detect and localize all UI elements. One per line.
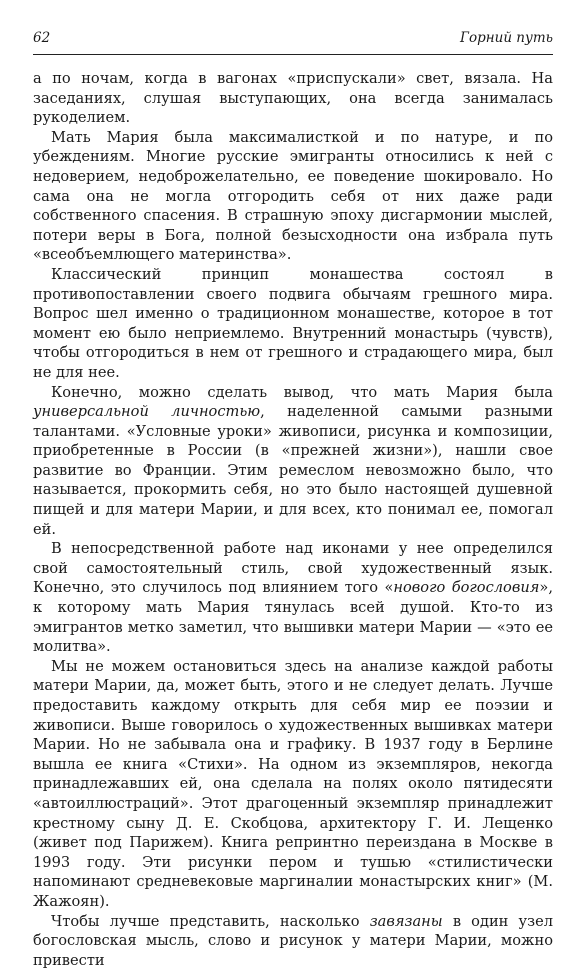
paragraph — [33, 912, 553, 970]
paragraph — [33, 383, 553, 540]
paragraph — [33, 539, 553, 657]
paragraph-continuation — [33, 69, 553, 128]
text-segment: », к которому мать Мария тянулась всей душой. Кто-то из эмигрантов метко заметил, что вышивки матери Марии — «это ее молитва». — [33, 579, 553, 656]
page-header — [33, 30, 553, 50]
running-title: Горний путь — [460, 30, 553, 46]
italic-term: завязаны — [369, 912, 443, 930]
body-text — [33, 69, 553, 970]
text-segment: , наделенной самыми разными талантами. «Условные уроки» живописи, рисунка и композиции, приобретенные в России (в «прежней жизни»), нашли свое развитие во Франции. Этим ремеслом невозможно было, что называется, прокормить себя, но это было настоящей душевной пищей и для матери Марии, и для всех, кто понимал ее, помогал ей. — [33, 403, 553, 538]
text-segment: В непосредственной работе над иконами у нее определился свой самостоятельный стиль, свой художественный язык. Конечно, это случилось под влиянием того « — [33, 540, 553, 597]
paragraph — [33, 657, 553, 912]
paragraph — [33, 128, 553, 265]
text-segment: в один узел богословская мысль, слово и рисунок у матери Марии, можно привести — [33, 912, 553, 969]
italic-term: нового богословия — [393, 579, 540, 597]
text-segment: Мать Мария была максималисткой и по натуре, и по убеждениям. Многие русские эмигранты относились к ней с недоверием, недоброжелательно, ее поведение шокировало. Но сама она не могла отгородить себя от них даже ради собственного спасения. В страшную эпоху дисгармонии мыслей, потери веры в Бога, полной безысходности она избрала путь «всеобъемлющего материнства». — [33, 128, 553, 264]
text-segment: Мы не можем остановиться здесь на анализе каждой работы матери Марии, да, может быть, этого и не следует делать. Лучше предоставить каждому открыть для себя мир ее поэзии и живописи. Выше говорилось о художественных вышивках матери Марии. Но не забывала она и графику. В 1937 году в Берлине вышла ее книга «Стихи». На одном из экземпляров, некогда принадлежавших ей, она сделала на полях около пятидесяти «автоиллюстраций». Этот драгоценный экземпляр принадлежит крестному сыну Д. Е. Скобцова, архитектору Г. И. Лещенко (живет под Парижем). Книга репринтно переиздана в Москве в 1993 году. Эти рисунки пером и тушью «стилистически напоминают средневековые маргиналии монастырских книг» (М. Жажоян). — [33, 657, 553, 910]
paragraph — [33, 265, 553, 383]
text-segment: Классический принцип монашества состоял в противопоставлении своего подвига обычаям грешного мира. Вопрос шел именно о традиционном монашестве, которое в тот момент ею было неприемлемо. Внутренний монастырь (чувств), чтобы отгородиться в нем от грешного и страдающего мира, был не для нее. — [33, 265, 553, 381]
header-rule — [33, 54, 553, 55]
text-segment: Чтобы лучше представить, насколько — [51, 912, 370, 930]
text-segment: Конечно, можно сделать вывод, что мать Мария была — [51, 383, 553, 401]
italic-term: универсальной личностью — [33, 403, 261, 421]
page-number: 62 — [33, 30, 51, 46]
text-segment: а по ночам, когда в вагонах «приспускали» свет, вязала. На заседаниях, слушая выступающих, она всегда занималась рукоделием. — [33, 70, 553, 127]
